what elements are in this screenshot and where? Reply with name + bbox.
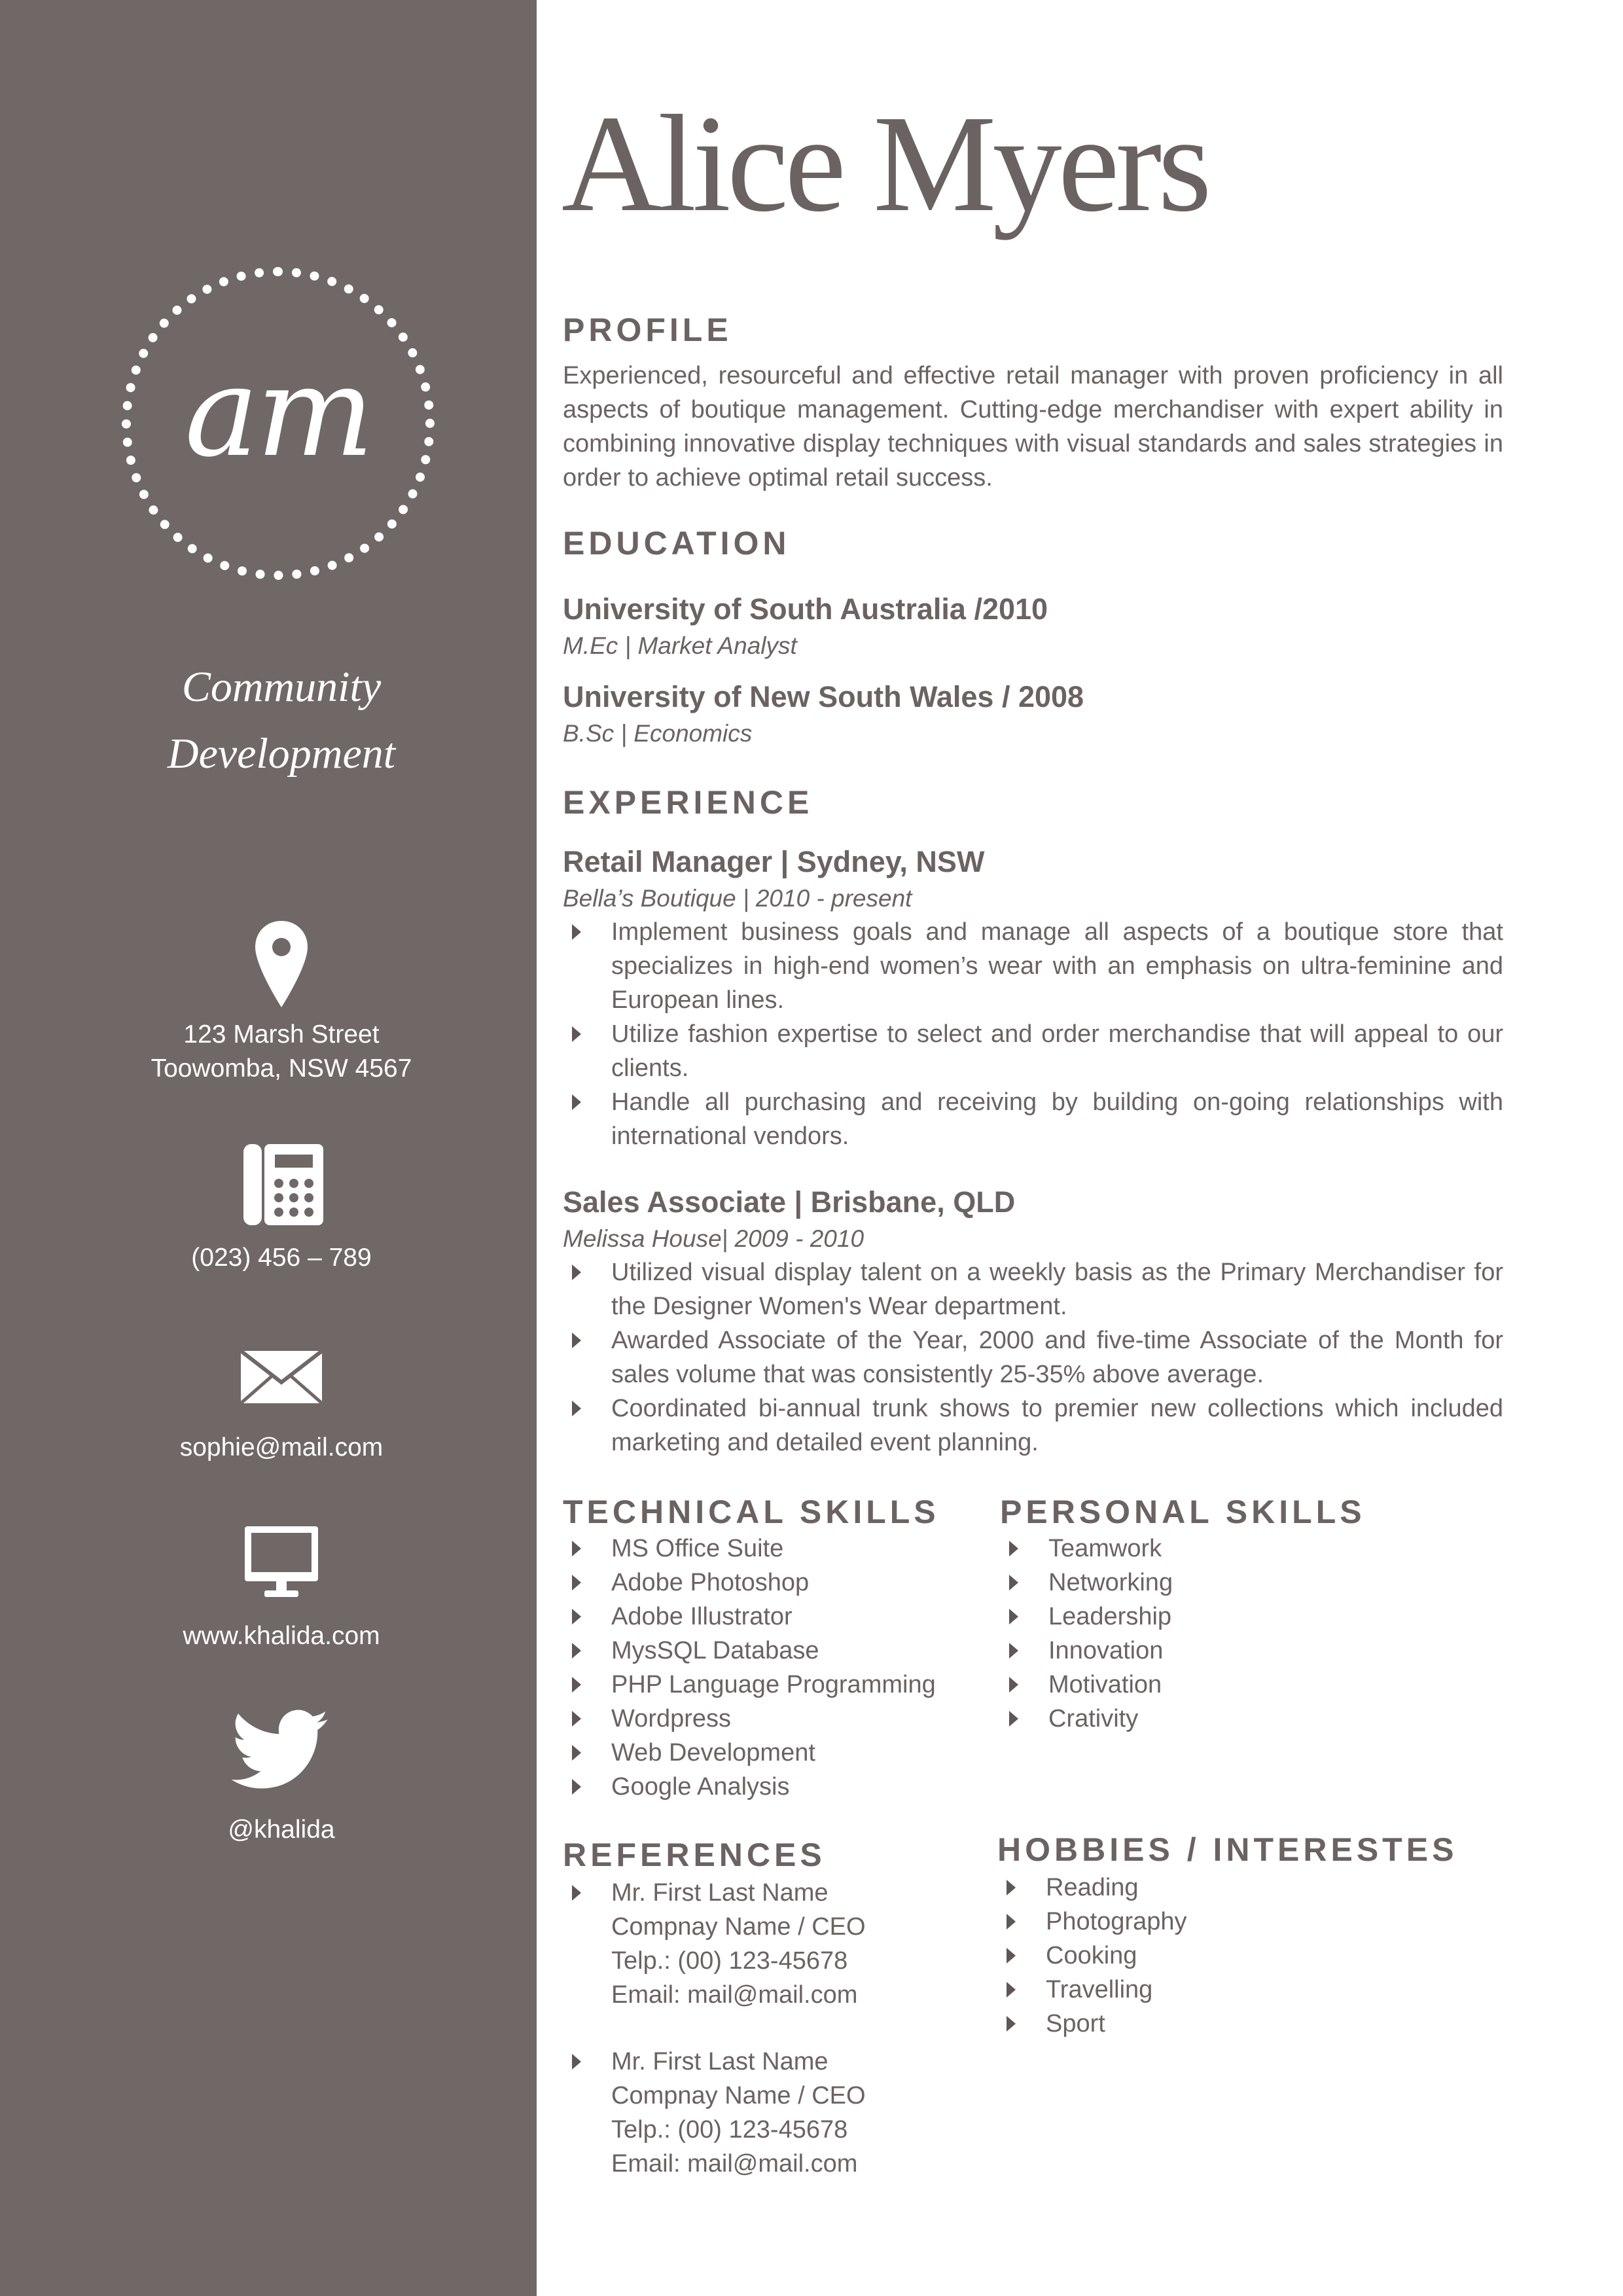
list-item: Sport (997, 2007, 1455, 2041)
list-item: Teamwork (1000, 1532, 1458, 1566)
reference-phone: Telp.: (00) 123-45678 (611, 2116, 848, 2144)
job-title: Sales Associate | Brisbane, QLD (563, 1185, 1016, 1219)
list-item: Photography (997, 1905, 1455, 1939)
hobbies-list (997, 1871, 1455, 2041)
map-pin-icon (254, 920, 309, 1009)
tagline-line-2: Development (167, 730, 396, 778)
monogram: am (185, 340, 372, 484)
envelope-icon (240, 1350, 323, 1405)
bullet-arrow-icon (572, 1026, 581, 1042)
list-item: MS Office Suite (563, 1532, 969, 1566)
bullet-arrow-icon (572, 1333, 581, 1348)
phone-icon (238, 1143, 325, 1227)
education-heading: EDUCATION (563, 525, 791, 562)
address-line-2: Toowomba, NSW 4567 (151, 1054, 412, 1083)
twitter-bird-icon (232, 1710, 330, 1792)
bullet-arrow-icon (572, 924, 581, 940)
bullet-arrow-icon (572, 1265, 581, 1280)
education-degree: B.Sc | Economics (563, 720, 753, 747)
bullet-arrow-icon (1009, 1643, 1018, 1659)
full-name: Alice Myers (562, 86, 1208, 240)
list-item: Reading (997, 1871, 1455, 1905)
list-item: Coordinated bi-annual trunk shows to premier new collections which included marketing and detailed event planning. (563, 1391, 1503, 1460)
monitor-icon (243, 1525, 319, 1598)
reference-name: Mr. First Last Name (563, 2045, 969, 2079)
list-item: Cooking (997, 1939, 1455, 1973)
bullet-arrow-icon (1007, 2016, 1016, 2032)
bullet-arrow-icon (572, 1541, 581, 1556)
list-item: Adobe Photoshop (563, 1566, 969, 1600)
list-item: Handle all purchasing and receiving by building on-going relationships with international vendors. (563, 1085, 1503, 1153)
job-bullets (563, 915, 1503, 1153)
bullet-arrow-icon (572, 1745, 581, 1761)
list-item: Wordpress (563, 1702, 969, 1736)
reference-email: Email: mail@mail.com (611, 2150, 858, 2178)
bullet-arrow-icon (1009, 1711, 1018, 1727)
email-address: sophie@mail.com (179, 1433, 383, 1462)
education-school: University of South Australia /2010 (563, 592, 1048, 626)
list-item: Innovation (1000, 1634, 1458, 1668)
tagline-line-1: Community (181, 663, 382, 711)
bullet-arrow-icon (1009, 1677, 1018, 1693)
bullet-arrow-icon (572, 1643, 581, 1659)
bullet-arrow-icon (572, 1677, 581, 1693)
list-item: Crativity (1000, 1702, 1458, 1736)
list-item: Google Analysis (563, 1770, 969, 1804)
bullet-arrow-icon (572, 1401, 581, 1416)
technical-skills-heading: TECHNICAL SKILLS (563, 1494, 940, 1530)
list-item: Networking (1000, 1566, 1458, 1600)
reference-company: Compnay Name / CEO (611, 1913, 866, 1941)
list-item: Web Development (563, 1736, 969, 1770)
reference-name: Mr. First Last Name (563, 1876, 969, 1910)
list-item: Awarded Associate of the Year, 2000 and five-time Associate of the Month for sales volume that was consistently 25-35% above average. (563, 1323, 1503, 1391)
profile-heading: PROFILE (563, 312, 732, 348)
bullet-arrow-icon (1007, 1914, 1016, 1929)
bullet-arrow-icon (572, 1885, 581, 1901)
bullet-arrow-icon (1007, 1948, 1016, 1964)
hobbies-heading: HOBBIES / INTERESTES (997, 1831, 1458, 1868)
list-item: PHP Language Programming (563, 1668, 969, 1702)
bullet-arrow-icon (1009, 1609, 1018, 1624)
bullet-arrow-icon (572, 1094, 581, 1110)
list-item: Implement business goals and manage all aspects of a boutique store that specializes in high-end women’s wear with an emphasis on ultra-feminine and European lines. (563, 915, 1503, 1017)
reference-entry (563, 1876, 969, 2012)
personal-skills-heading: PERSONAL SKILLS (1000, 1494, 1366, 1530)
bullet-arrow-icon (1009, 1541, 1018, 1556)
bullet-arrow-icon (572, 1779, 581, 1795)
education-school: University of New South Wales / 2008 (563, 680, 1084, 713)
technical-skills-list (563, 1532, 969, 1804)
bullet-arrow-icon (1009, 1575, 1018, 1590)
list-item: Motivation (1000, 1668, 1458, 1702)
bullet-arrow-icon (1007, 1880, 1016, 1895)
reference-email: Email: mail@mail.com (611, 1981, 858, 2009)
profile-text: Experienced, resourceful and effective retail manager with proven proficiency in all aspects of boutique management. Cutting-edge merchandiser with expert ability in combining innovative display techniques with visual standards and sales strategies in order to achieve optimal retail success. (563, 362, 1503, 492)
personal-skills-list (1000, 1532, 1458, 1736)
education-degree: M.Ec | Market Analyst (563, 632, 797, 659)
bullet-arrow-icon (1007, 1982, 1016, 1998)
reference-company: Compnay Name / CEO (611, 2082, 866, 2109)
job-bullets (563, 1255, 1503, 1460)
bullet-arrow-icon (572, 1609, 581, 1624)
job-company: Melissa House| 2009 - 2010 (563, 1225, 865, 1252)
list-item: MysSQL Database (563, 1634, 969, 1668)
reference-entry (563, 2045, 969, 2181)
phone-number: (023) 456 – 789 (191, 1244, 372, 1272)
experience-heading: EXPERIENCE (563, 784, 813, 821)
bullet-arrow-icon (572, 1711, 581, 1727)
address-line-1: 123 Marsh Street (183, 1020, 380, 1049)
job-company: Bella’s Boutique | 2010 - present (563, 885, 912, 912)
reference-phone: Telp.: (00) 123-45678 (611, 1947, 848, 1975)
job-title: Retail Manager | Sydney, NSW (563, 845, 985, 878)
bullet-arrow-icon (572, 2054, 581, 2070)
list-item: Utilize fashion expertise to select and order merchandise that will appeal to our clients. (563, 1017, 1503, 1085)
twitter-handle: @khalida (228, 1816, 335, 1844)
references-heading: REFERENCES (563, 1837, 826, 1873)
bullet-arrow-icon (572, 1575, 581, 1590)
list-item: Utilized visual display talent on a weekly basis as the Primary Merchandiser for the Designer Women's Wear department. (563, 1255, 1503, 1323)
list-item: Leadership (1000, 1600, 1458, 1634)
list-item: Travelling (997, 1973, 1455, 2007)
list-item: Adobe Illustrator (563, 1600, 969, 1634)
website-url: www.khalida.com (183, 1622, 380, 1650)
sidebar (0, 0, 537, 2296)
